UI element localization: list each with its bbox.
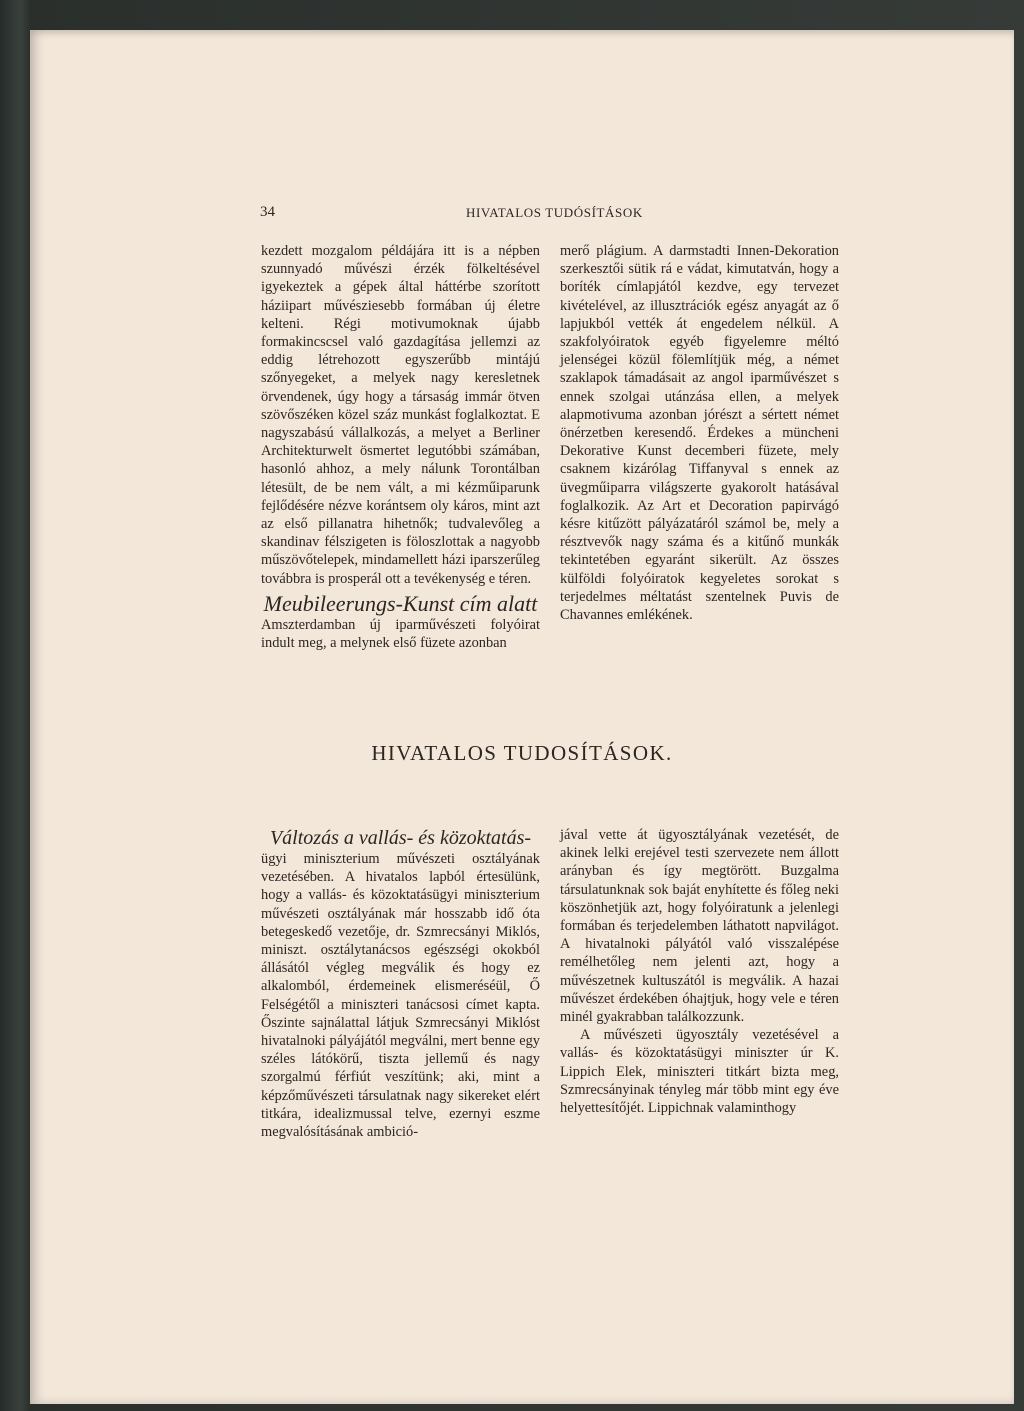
article-one-paragraph: kezdett mozgalom példájára itt is a népben szunnyadó művészi érzék fölkeltésével igyekeztek a gépek által háttérbe szorított háziipart művésziesebb formában új életre kelteni. Régi motivumoknak újabb formakincscsel való gazdagítása jellemzi az eddig létrehozott egyszerűbb mintájú szőnyegeket, a melyek nagy keresletnek örvendenek, úgy hogy a társaság immár ötven szövőszéken közel száz munkást foglalkoztat. E nagyszabású vállalkozás, a melyet a Berliner Architekturwelt ösmertet legutóbbi számában, hasonló ahhoz, a mely nálunk Torontálban létesült, de be nem vált, a mi kézműiparunk fejlődésére nézve korántsem oly káros, mint azt az első pillanatra hihetnők; tudvalevőleg a skandinav félszigeten is föloszlottak a nagyobb műszövőtelepek, mindamellett házi iparszerűleg továbbra is prosperál ott a tevékenység e téren. (261, 243, 540, 587)
article-one-subheading: Meubileerungs-Kunst cím alatt (263, 590, 538, 616)
book-page (30, 30, 1014, 1404)
article-two-paragraph: ügyi miniszterium művészeti osztályának vezetésében. A hivatalos lapból értesülünk, hogy a vallás- és közoktatásügyi miniszterium művészeti osztályának már hosszabb idő óta betegeskedő vezetője, dr. Szmrecsányi Miklós, miniszt. osztálytanácsos egészségi okokból állásától végleg megválik és hogy ez alkalomból, érdemeinek elismeréséül, Ő Felségétől a miniszteri tanácsosi címet kapta. Őszinte sajnálattal látjuk Szmrecsányi Miklóst hivatalnoki pályájától megválni, mert benne egy széles látókörű, tiszta jellemű és nagy szorgalmú férfiút veszítünk; aki, mint a képzőművészeti társulatnak nagy sikereket elért titkára, idealizmussal telve, ezernyi eszme megvalósításának ambició- (261, 851, 540, 1141)
article-one-paragraph: merő plágium. A darmstadti Innen-Dekoration szerkesztői sütik rá e vádat, kimutatván, hogy a boríték címlapjától kezdve, egy tervezet kivételével, az illusztrációk egész anyagát az ő lapjukból vették át engedelem nélkül. A szakfolyóiratok egyéb figyelemre méltó jelenségei közül fölemlítjük még, a német szaklapok támadásait az angol iparművészet s ennek szolgai utánzása ellen, a melyek alapmotivuma azonban jórészt a sértett német önérzetben keresendő. Érdekes a müncheni Dekorative Kunst decemberi füzete, mely csaknem kizárólag Tiffanyval s ennek az üvegműiparra világszerte gyakorolt hatásával foglalkozik. Az Art et Decoration papirvágó késre kitűzött pályázatáról számol be, mely a résztvevők nagy száma és a kitűnő munkák tekintetében egyaránt sikerült. Az összes külföldi folyóiratok kegyeletes sorokat s terjedelmes méltatást szentelnek Puvis de Chavannes emlékének. (560, 243, 839, 624)
section-title: HIVATALOS TUDOSÍTÁSOK. (371, 741, 673, 765)
article-one-column-left (261, 242, 540, 652)
article-two-paragraph: jával vette át ügyosztályának vezetését, de akinek lelki erejével testi szervezete nem állott arányban és így megtörött. Buzgalma társulatunknak sok baját enyhítette és főleg neki köszönhetjük azt, hogy folyóiratunk a jelenlegi formában és terjedelemben láthatott napvilágot. A hivatalnoki pályától való visszalépése remélhetőleg nem jelenti azt, hogy a művészetnek kultuszától is megválik. A hazai művészet érdekében óhajtjuk, hogy vele e téren minél gyakrabban találkozzunk. (560, 827, 839, 1026)
article-one-paragraph: Amszterdamban új iparművészeti folyóirat indult meg, a melynek első füzete azonban (261, 616, 540, 652)
running-head: HIVATALOS TUDÓSÍTÁSOK (466, 205, 643, 220)
article-two-subheading: Változás a vallás- és közoktatás- (269, 827, 532, 849)
article-two-column-left (261, 826, 540, 1141)
article-one-column-right (560, 242, 839, 624)
page-number: 34 (260, 204, 275, 220)
article-two-paragraph: A művészeti ügyosztály vezetésével a vallás- és közoktatásügyi miniszter úr K. Lippich Elek, miniszteri titkárt bizta meg, Szmrecsányinak tényleg már több mint egy éve helyettesítőjét. Lippichnak valaminthogy (560, 1027, 839, 1117)
article-two-column-right (560, 826, 839, 1117)
